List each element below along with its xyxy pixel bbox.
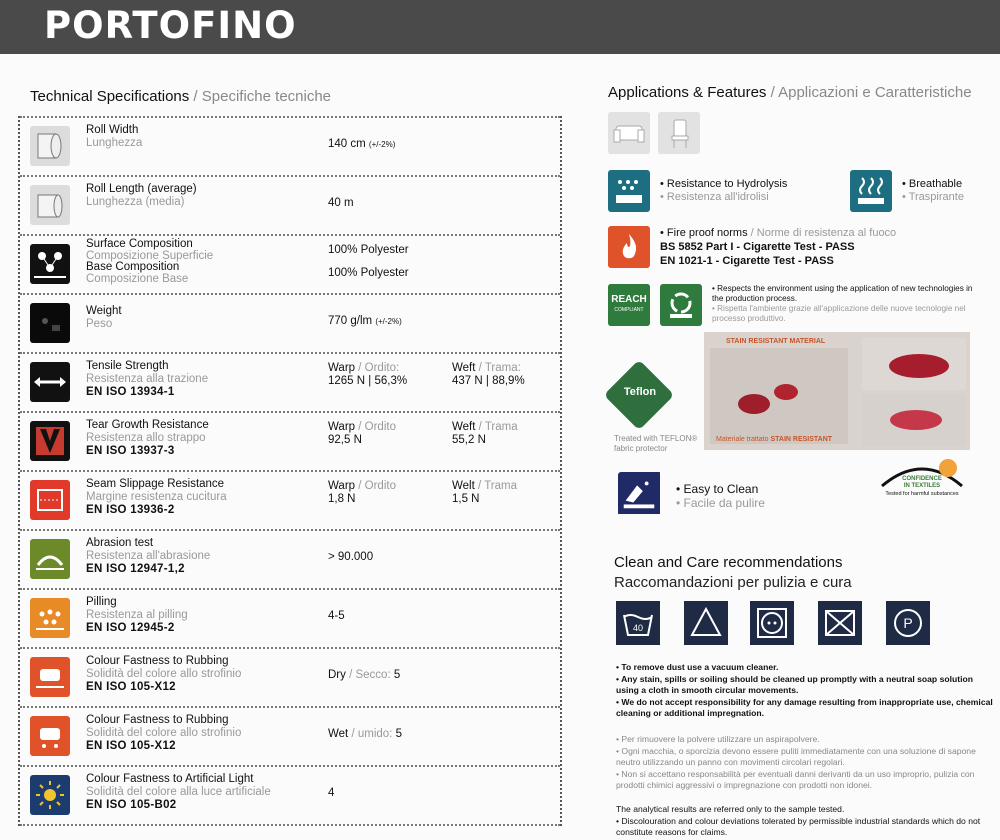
breathable-text <box>902 178 964 204</box>
wash-temp: 40 <box>632 623 643 633</box>
tech-title-en: Technical Specifications <box>30 88 190 105</box>
spec-row-roll-width <box>20 116 560 175</box>
tear-icon <box>30 421 70 461</box>
note-en-2: • Any stain, spills or soiling should be cleaned up promptly with a neutral soap solution using a cloth in smooth circular movements. <box>616 673 973 695</box>
spec-value-2: 100% Polyester <box>328 267 409 279</box>
rubbing-icon <box>30 657 70 697</box>
warp-label: Warp <box>328 362 356 374</box>
label-en: Tear Growth Resistance <box>86 419 209 431</box>
label-en: Weight <box>86 305 122 317</box>
spec-row-tensile <box>20 352 560 411</box>
spec-value-weft: Welt / Trama 1,5 N <box>452 480 517 505</box>
value: 770 g/lm <box>328 315 373 327</box>
spec-value: 4-5 <box>328 610 345 622</box>
pilling-icon <box>30 598 70 638</box>
applications-features <box>604 84 994 837</box>
weft-label: Welt <box>452 480 475 492</box>
oeko-line-2: IN TEXTILES <box>903 483 941 489</box>
easy-clean-icon <box>618 472 662 516</box>
standard: EN ISO 12945-2 <box>86 622 175 634</box>
label-it: Solidità del colore allo strofinio <box>86 668 242 680</box>
weft-value: 1,5 N <box>452 493 480 505</box>
label-it-2: Composizione Base <box>86 272 189 285</box>
fire-text <box>660 226 896 268</box>
weight-icon <box>30 303 70 343</box>
wash-40-icon <box>616 601 660 645</box>
svg-text:P: P <box>903 615 913 631</box>
breathable-it: • Traspirante <box>902 191 964 203</box>
stain-top-caption: STAIN RESISTANT MATERIAL <box>726 338 826 345</box>
standard: EN ISO 13934-1 <box>86 386 175 398</box>
label-it: Resistenza al pilling <box>86 609 188 621</box>
label-en: Tensile Strength <box>86 360 169 372</box>
spec-value <box>328 315 402 328</box>
label-en: Colour Fastness to Rubbing <box>86 714 229 726</box>
note-it-1: • Per rimuovere la polvere utilizzare un aspirapolvere. <box>616 734 820 744</box>
note-it-3: • Non si accettano responsabilità per eventuali danni derivanti da un uso improprio, pulizia con prodotti chimici aggressivi o impregnazione con prodotti non idonei. <box>616 768 975 790</box>
weft-label: Weft <box>452 421 476 433</box>
wet-value: 5 <box>395 728 402 740</box>
no-iron-icon <box>818 601 862 645</box>
warp-value: 1265 N | 56,3% <box>328 375 408 387</box>
seam-icon <box>30 480 70 520</box>
spec-label <box>86 239 213 285</box>
weft-label-it: Trama <box>484 480 517 492</box>
weft-label-it: Trama <box>484 362 518 374</box>
label-en: Pilling <box>86 596 117 608</box>
title-sep: / <box>766 84 779 101</box>
dry-value: 5 <box>393 669 401 681</box>
standard: EN ISO 105-X12 <box>86 740 176 752</box>
easy-en: • Easy to Clean <box>676 482 759 496</box>
spec-label <box>86 537 210 576</box>
stain-bottom-caption <box>716 436 832 443</box>
spec-row-composition <box>20 234 560 293</box>
fire-en: • Fire proof norms <box>660 227 748 239</box>
oeko-line-1: CONFIDENCE <box>902 476 942 482</box>
dry-clean-p-icon <box>886 601 930 645</box>
standard: EN ISO 105-B02 <box>86 799 177 811</box>
reach-text <box>712 284 976 324</box>
spec-label <box>86 183 197 209</box>
fire-icon <box>608 226 650 268</box>
label-en: Roll Width <box>86 124 139 136</box>
note-it-2: • Ogni macchia, o sporcizia devono essere puliti immediatamente con una soluzione di sapone neutro utilizzando un panno con movimenti circolari regolari. <box>616 745 976 767</box>
teflon-note: Treated with TEFLON® fabric protector <box>614 434 698 453</box>
abrasion-icon <box>30 539 70 579</box>
note-en-1: • To remove dust use a vacuum cleaner. <box>616 662 779 672</box>
spec-row-seam <box>20 470 560 529</box>
fire-line-1: BS 5852 Part I - Cigarette Test - PASS <box>660 241 855 253</box>
label-en: Abrasion test <box>86 537 154 549</box>
apps-title-en: Applications & Features <box>608 84 767 101</box>
label-en: Surface Composition <box>86 238 193 250</box>
standard: EN ISO 105-X12 <box>86 681 176 693</box>
spec-table <box>18 116 562 826</box>
chair-icon <box>658 112 700 154</box>
sun-icon <box>30 775 70 815</box>
label-it: Lunghezza <box>86 137 143 149</box>
care-title-en: Clean and Care recommendations <box>614 554 843 571</box>
label-it: Solidità del colore allo strofinio <box>86 727 242 739</box>
warp-value: 1,8 N <box>328 493 356 505</box>
footer-1: The analytical results are referred only to the sample tested. <box>616 804 845 814</box>
spec-label <box>86 360 208 399</box>
spec-label <box>86 305 122 331</box>
fire-line-2: EN 1021-1 - Cigarette Test - PASS <box>660 255 834 267</box>
rubbing-wet-icon <box>30 716 70 756</box>
teflon-label: Teflon <box>623 386 657 398</box>
weft-value: 437 N | 88,9% <box>452 375 525 387</box>
weft-value: 55,2 N <box>452 434 486 446</box>
hydrolysis-icon <box>608 170 650 212</box>
easy-it: • Facile da pulire <box>676 496 765 510</box>
tolerance: (+/-2%) <box>368 140 396 149</box>
tensile-icon <box>30 362 70 402</box>
warp-label: Warp <box>328 421 356 433</box>
breathable-en: • Breathable <box>902 178 963 190</box>
label-it: Peso <box>86 318 113 330</box>
label-it: Resistenza allo strappo <box>86 432 206 444</box>
warp-value: 92,5 N <box>328 434 362 446</box>
spec-label <box>86 714 241 753</box>
hydrolysis-en: • Resistance to Hydrolysis <box>660 178 788 190</box>
stain-resistant-photo <box>704 332 970 450</box>
label-en: Roll Length (average) <box>86 183 197 195</box>
roll-icon <box>30 126 70 166</box>
tech-title-it: Specifiche tecniche <box>201 88 332 105</box>
spec-value-warp: Warp / Ordito 92,5 N <box>328 421 396 446</box>
wet-label-it: umido: <box>357 728 393 740</box>
stain-bottom-b: STAIN RESISTANT <box>770 436 833 443</box>
spec-value: 4 <box>328 787 335 799</box>
roll-icon <box>30 185 70 225</box>
spec-row-rubbing-wet <box>20 706 560 765</box>
label-it: Resistenza all'abrasione <box>86 550 211 562</box>
reach-sub: COMPLIANT <box>614 307 644 313</box>
spec-value: 100% Polyester <box>328 244 409 256</box>
dry-label-it: Secco: <box>355 669 391 681</box>
care-notes-it <box>616 734 996 792</box>
spec-row-light <box>20 765 560 826</box>
wet-label: Wet <box>328 728 349 740</box>
spec-row-roll-length <box>20 175 560 234</box>
label-en: Seam Slippage Resistance <box>86 478 225 490</box>
stain-bottom-a: Materiale trattato <box>716 436 771 443</box>
spec-value-warp: Warp / Ordito: 1265 N | 56,3% <box>328 362 408 387</box>
standard: EN ISO 13937-3 <box>86 445 175 457</box>
spec-row-weight <box>20 293 560 352</box>
spec-value: Dry / Secco: 5 <box>328 669 401 681</box>
label-it: Composizione Superficie <box>86 249 214 262</box>
standard: EN ISO 12947-1,2 <box>86 563 185 575</box>
warp-label-it: Ordito <box>364 421 396 433</box>
reach-label: REACH <box>611 294 647 305</box>
note-en-3: • We do not accept responsibility for any damage resulting from inappropriate use, chemical cleaning or additional impregnation. <box>616 696 993 718</box>
brand-title: PORTOFINO <box>44 4 297 47</box>
footer-notes <box>616 804 1000 839</box>
label-it: Resistenza alla trazione <box>86 373 209 385</box>
spec-label <box>86 773 271 812</box>
breathable-icon <box>850 170 892 212</box>
label-it: Lunghezza (media) <box>86 196 185 208</box>
spec-value <box>328 138 395 151</box>
spec-row-abrasion <box>20 529 560 588</box>
spec-row-pilling <box>20 588 560 647</box>
footer-2: • Discolouration and colour deviations tolerated by permissible industrial standards which do not constitute reasons for claims. <box>616 815 981 837</box>
spec-row-tear <box>20 411 560 470</box>
dry-label: Dry <box>328 669 346 681</box>
spec-label <box>86 596 188 635</box>
sofa-icon <box>608 112 650 154</box>
fire-it: / Norme di resistenza al fuoco <box>747 227 897 239</box>
hydrolysis-text <box>660 178 787 204</box>
tumble-dry-icon <box>750 601 794 645</box>
oeko-tex-label <box>872 456 972 518</box>
spec-label <box>86 419 209 458</box>
recycle-icon <box>660 284 702 326</box>
spec-value-warp: Warp / Ordito 1,8 N <box>328 480 396 505</box>
label-en: Colour Fastness to Rubbing <box>86 655 229 667</box>
warp-label-it: Ordito <box>364 480 396 492</box>
composition-icon <box>30 244 70 284</box>
weft-label-it: Trama <box>484 421 518 433</box>
spec-label <box>86 655 241 694</box>
easy-clean-text <box>676 482 765 510</box>
care-notes-en <box>616 662 996 720</box>
technical-specifications <box>18 84 560 814</box>
label-en-2: Base Composition <box>86 261 180 273</box>
spec-value: > 90.000 <box>328 551 374 563</box>
value: 140 cm <box>328 138 366 150</box>
header-bar <box>0 0 1000 54</box>
tolerance: (+/-2%) <box>375 317 402 326</box>
tech-title <box>30 88 331 105</box>
label-en: Colour Fastness to Artificial Light <box>86 773 254 785</box>
weft-label: Weft <box>452 362 476 374</box>
care-title-it: Raccomandazioni per pulizia e cura <box>614 574 852 591</box>
apps-title <box>608 84 972 101</box>
label-it: Solidità del colore alla luce artificiale <box>86 786 271 798</box>
spec-value-weft: Weft / Trama 55,2 N <box>452 421 518 446</box>
spec-value-weft: Weft / Trama: 437 N | 88,9% <box>452 362 525 387</box>
title-sep: / <box>189 88 202 105</box>
standard: EN ISO 13936-2 <box>86 504 175 516</box>
reach-en: • Respects the environment using the application of new technologies in the production process. <box>712 284 973 303</box>
apps-title-it: Applicazioni e Caratteristiche <box>778 84 972 101</box>
warp-label: Warp <box>328 480 356 492</box>
reach-it: • Rispetta l'ambiente grazie all'applicazione delle nuove tecnologie nel processo produttivo. <box>712 304 966 323</box>
label-it: Margine resistenza cucitura <box>86 491 227 503</box>
spec-value: Wet / umido: 5 <box>328 728 402 740</box>
spec-label <box>86 124 142 150</box>
oeko-line-3: Tested for harmful substances <box>885 491 959 497</box>
warp-label-it: Ordito <box>364 362 396 374</box>
spec-label <box>86 478 227 517</box>
bleach-icon <box>684 601 728 645</box>
hydrolysis-it: • Resistenza all'idrolisi <box>660 191 769 203</box>
spec-value: 40 m <box>328 197 354 209</box>
spec-row-rubbing-dry <box>20 647 560 706</box>
reach-icon <box>608 284 650 326</box>
